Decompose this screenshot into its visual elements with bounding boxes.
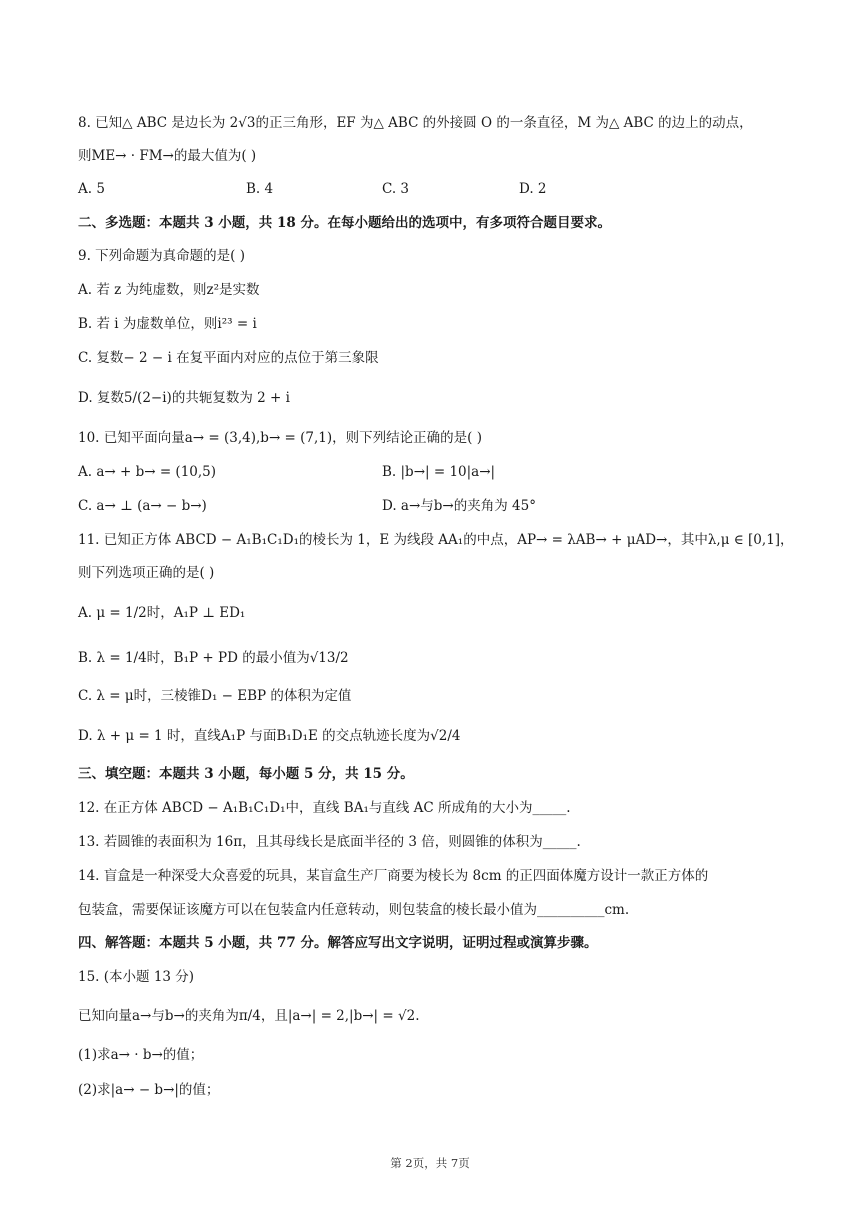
q8-option-b: B. 4 [246,181,274,197]
section2-heading: 二、多选题：本题共 3 小题，共 18 分。在每小题给出的选项中，有多项符合题目要求。 [78,215,611,231]
q11-line1: 11. 已知正方体 ABCD − A₁B₁C₁D₁的棱长为 1，E 为线段 AA₁的中点，AP→ = λAB→ + μAD→，其中λ,μ ∈ [0,1]， [78,532,794,548]
q8-line1: 8. 已知△ ABC 是边长为 2√3的正三角形，EF 为△ ABC 的外接圆 O 的一条直径，M 为△ ABC 的边上的动点， [78,115,753,131]
q10-option-a: A. a→ + b→ = (10,5) [78,464,217,480]
q8-option-c: C. 3 [382,181,410,197]
q11-option-b: B. λ = 1/4时，B₁P + PD 的最小值为√13/2 [78,650,349,666]
q10-option-c: C. a→ ⊥ (a→ − b→) [78,498,207,514]
q15-part1: (1)求a→ · b→的值； [78,1047,204,1063]
q11-option-a: A. μ = 1/2时，A₁P ⊥ ED₁ [78,605,246,621]
q8-option-a: A. 5 [78,181,105,197]
section4-heading: 四、解答题：本题共 5 小题，共 77 分。解答应写出文字说明，证明过程或演算步骤。 [78,935,598,951]
q10-option-b: B. |b→| = 10|a→| [382,464,496,480]
q14-line2: 包装盒，需要保证该魔方可以在包装盒内任意转动，则包装盒的棱长最小值为__________cm. [78,902,630,918]
q11-line2: 则下列选项正确的是( ) [78,565,215,581]
q15-stem: 已知向量a→与b→的夹角为π/4，且|a→| = 2,|b→| = √2. [78,1008,420,1024]
section3-heading: 三、填空题：本题共 3 小题，每小题 5 分，共 15 分。 [78,766,414,782]
q9-option-c: C. 复数− 2 − i 在复平面内对应的点位于第三象限 [78,350,379,366]
q9-option-d: D. 复数5/(2−i)的共轭复数为 2 + i [78,390,290,406]
q15-title: 15. (本小题 13 分) [78,969,195,985]
q8-option-d: D. 2 [519,181,547,197]
q9-stem: 9. 下列命题为真命题的是( ) [78,248,245,264]
q9-option-a: A. 若 z 为纯虚数，则z²是实数 [78,282,260,298]
q8-line2: 则ME→ · FM→的最大值为( ) [78,148,257,164]
q10-stem: 10. 已知平面向量a→ = (3,4),b→ = (7,1)，则下列结论正确的是( ) [78,430,482,446]
q13: 13. 若圆锥的表面积为 16π，且其母线长是底面半径的 3 倍，则圆锥的体积为_____. [78,834,581,850]
q10-option-d: D. a→与b→的夹角为 45° [382,498,536,514]
q15-part2: (2)求|a→ − b→|的值； [78,1082,220,1098]
q11-option-d: D. λ + μ = 1 时，直线A₁P 与面B₁D₁E 的交点轨迹长度为√2/4 [78,728,461,744]
q14-line1: 14. 盲盒是一种深受大众喜爱的玩具，某盲盒生产厂商要为棱长为 8cm 的正四面体魔方设计一款正方体的 [78,868,709,884]
q9-option-b: B. 若 i 为虚数单位，则i²³ = i [78,316,257,332]
q11-option-c: C. λ = μ时，三棱锥D₁ − EBP 的体积为定值 [78,688,352,704]
q12: 12. 在正方体 ABCD − A₁B₁C₁D₁中，直线 BA₁与直线 AC 所成角的大小为_____. [78,800,571,816]
page-footer: 第 2页，共 7页 [390,1156,470,1170]
